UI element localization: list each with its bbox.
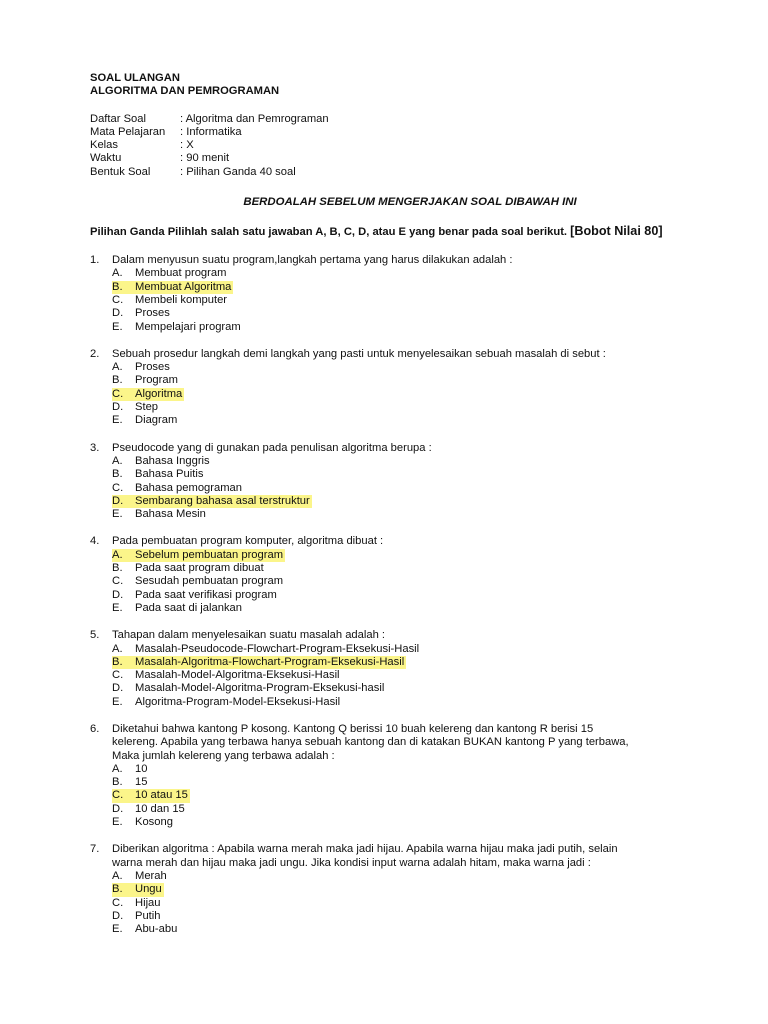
meta-row	[90, 152, 690, 165]
option-letter: D.	[112, 682, 124, 695]
option-text: Sembarang bahasa asal terstruktur	[135, 494, 310, 507]
option-body	[112, 923, 179, 936]
answer-option	[112, 508, 690, 521]
option-letter: A.	[112, 267, 123, 280]
option-text: Membuat program	[135, 267, 227, 280]
option-body	[112, 401, 160, 414]
option-letter: B.	[112, 562, 123, 575]
answer-option	[112, 923, 690, 936]
option-body	[112, 455, 212, 468]
answer-option	[112, 803, 690, 816]
option-text: Ungu	[135, 883, 162, 896]
option-text: 10 atau 15	[135, 789, 188, 802]
option-letter: A.	[112, 869, 123, 882]
answer-option	[112, 307, 690, 320]
option-body	[112, 696, 342, 709]
answer-option	[112, 401, 690, 414]
answer-option	[112, 910, 690, 923]
answer-option	[112, 763, 690, 776]
question-number: 2.	[90, 347, 100, 360]
question-stem	[90, 843, 690, 870]
meta-value: : 90 menit	[180, 152, 230, 165]
answer-options	[112, 643, 690, 709]
question-stem	[90, 254, 690, 267]
option-body	[112, 562, 266, 575]
option-body	[112, 589, 279, 602]
option-text: Masalah-Algoritma-Flowchart-Program-Eksekusi-Hasil	[135, 655, 405, 668]
option-text: Program	[135, 374, 178, 387]
option-text: Hijau	[135, 896, 161, 909]
meta-row	[90, 139, 690, 152]
meta-value: : X	[180, 139, 194, 152]
option-text: Diagram	[135, 414, 178, 427]
document-content	[90, 72, 690, 936]
option-body	[112, 267, 228, 280]
option-body	[112, 374, 180, 387]
answer-option	[112, 643, 690, 656]
question-number: 1.	[90, 254, 100, 267]
answer-options	[112, 763, 690, 829]
answer-option	[112, 321, 690, 334]
option-letter: D.	[112, 909, 124, 922]
option-letter: E.	[112, 923, 123, 936]
option-letter: B.	[112, 776, 123, 789]
option-body	[112, 321, 243, 334]
option-body	[112, 361, 172, 374]
meta-row	[90, 126, 690, 139]
option-body	[112, 549, 285, 562]
answer-option	[112, 589, 690, 602]
option-text: Bahasa pemograman	[135, 481, 242, 494]
answer-option	[112, 267, 690, 280]
meta-value: : Informatika	[180, 125, 242, 138]
question-number: 6.	[90, 722, 100, 735]
question-text: Diberikan algoritma : Apabila warna merah maka jadi hijau. Apabila warna hijau maka jadi putih, selain warna merah dan hijau maka jadi ungu. Jika kondisi input warna adalah hitam, maka warna jadi :	[112, 843, 618, 869]
option-text: Proses	[135, 307, 170, 320]
instruction-text: Pilihan Ganda Pilihlah salah satu jawaban A, B, C, D, atau E yang benar pada soal berikut.	[90, 226, 568, 239]
answer-option-highlighted	[112, 549, 690, 562]
option-text: Kosong	[135, 816, 173, 829]
question-item	[90, 629, 690, 709]
option-text: Masalah-Model-Algoritma-Program-Eksekusi-hasil	[135, 682, 385, 695]
option-letter: C.	[112, 789, 124, 802]
option-letter: A.	[112, 642, 123, 655]
question-number: 7.	[90, 843, 100, 856]
option-letter: C.	[112, 293, 124, 306]
option-body	[112, 468, 205, 481]
option-body	[112, 656, 406, 669]
score-weight: [Bobot Nilai 80]	[570, 224, 663, 239]
question-stem	[90, 723, 690, 763]
answer-option	[112, 361, 690, 374]
option-letter: D.	[112, 802, 124, 815]
answer-option-highlighted	[112, 883, 690, 896]
question-item	[90, 442, 690, 522]
option-letter: B.	[112, 655, 123, 668]
option-text: Step	[135, 401, 159, 414]
document-header	[90, 72, 690, 99]
answer-option	[112, 602, 690, 615]
option-letter: B.	[112, 883, 123, 896]
option-body	[112, 495, 312, 508]
option-body	[112, 763, 149, 776]
question-item	[90, 723, 690, 829]
option-body	[112, 682, 386, 695]
question-text: Dalam menyusun suatu program,langkah pertama yang harus dilakukan adalah :	[112, 254, 513, 267]
question-item	[90, 348, 690, 428]
answer-option	[112, 575, 690, 588]
option-body	[112, 897, 163, 910]
option-body	[112, 883, 164, 896]
question-number: 5.	[90, 629, 100, 642]
option-letter: E.	[112, 816, 123, 829]
meta-label: Bentuk Soal	[90, 165, 151, 178]
option-text: Algoritma-Program-Model-Eksekusi-Hasil	[135, 695, 341, 708]
option-body	[112, 910, 163, 923]
answer-options	[112, 549, 690, 615]
option-letter: E.	[112, 601, 123, 614]
option-letter: A.	[112, 762, 123, 775]
meta-label: Daftar Soal	[90, 112, 146, 125]
option-body	[112, 803, 187, 816]
meta-label: Kelas	[90, 139, 118, 152]
option-body	[112, 508, 208, 521]
meta-value: : Algoritma dan Pemrograman	[180, 112, 329, 125]
meta-label: Waktu	[90, 152, 122, 165]
question-number: 3.	[90, 441, 100, 454]
option-body	[112, 776, 149, 789]
question-text: Diketahui bahwa kantong P kosong. Kantong Q berissi 10 buah kelereng dan kantong R berisi 15 kelereng. Apabila yang terbawa hanya sebuah kantong dan di katakan BUKAN kantong P yang terbawa, Maka jumlah kelereng yang terbawa adalah :	[112, 722, 629, 762]
option-letter: E.	[112, 320, 123, 333]
answer-option	[112, 897, 690, 910]
option-letter: D.	[112, 307, 124, 320]
option-letter: B.	[112, 374, 123, 387]
answer-option	[112, 669, 690, 682]
option-text: Sebelum pembuatan program	[135, 548, 284, 561]
option-text: Abu-abu	[135, 923, 178, 936]
option-letter: D.	[112, 588, 124, 601]
option-body	[112, 482, 244, 495]
answer-option	[112, 776, 690, 789]
question-item	[90, 535, 690, 615]
option-body	[112, 281, 233, 294]
question-number: 4.	[90, 535, 100, 548]
option-letter: E.	[112, 508, 123, 521]
option-letter: C.	[112, 896, 124, 909]
option-body	[112, 816, 175, 829]
option-letter: D.	[112, 494, 124, 507]
answer-option	[112, 816, 690, 829]
answer-option	[112, 414, 690, 427]
answer-option	[112, 468, 690, 481]
question-stem	[90, 442, 690, 455]
question-text: Pseudocode yang di gunakan pada penulisan algoritma berupa :	[112, 441, 432, 454]
option-text: Merah	[135, 869, 167, 882]
option-text: Pada saat di jalankan	[135, 601, 242, 614]
question-stem	[90, 348, 690, 361]
question-stem	[90, 629, 690, 642]
option-body	[112, 669, 342, 682]
option-text: Masalah-Model-Algoritma-Eksekusi-Hasil	[135, 669, 340, 682]
answer-option	[112, 870, 690, 883]
question-list	[90, 254, 690, 936]
meta-value: : Pilihan Ganda 40 soal	[180, 165, 296, 178]
answer-option	[112, 696, 690, 709]
option-text: Masalah-Pseudocode-Flowchart-Program-Eksekusi-Hasil	[135, 642, 420, 655]
answer-option	[112, 294, 690, 307]
answer-options	[112, 267, 690, 333]
answer-option	[112, 682, 690, 695]
answer-option-highlighted	[112, 388, 690, 401]
option-text: Mempelajari program	[135, 320, 241, 333]
question-text: Pada pembuatan program komputer, algoritma dibuat :	[112, 535, 384, 548]
option-letter: E.	[112, 695, 123, 708]
answer-option	[112, 562, 690, 575]
answer-options	[112, 361, 690, 427]
option-text: Putih	[135, 909, 161, 922]
option-text: Sesudah pembuatan program	[135, 575, 284, 588]
answer-option-highlighted	[112, 789, 690, 802]
answer-options	[112, 870, 690, 936]
meta-table	[90, 113, 690, 179]
option-letter: B.	[112, 468, 123, 481]
option-letter: C.	[112, 481, 124, 494]
option-text: Bahasa Puitis	[135, 468, 204, 481]
instruction-line	[90, 223, 690, 240]
option-body	[112, 870, 169, 883]
option-text: Pada saat verifikasi program	[135, 588, 277, 601]
option-letter: C.	[112, 387, 124, 400]
option-body	[112, 294, 229, 307]
option-text: Bahasa Inggris	[135, 454, 210, 467]
option-text: Membeli komputer	[135, 293, 228, 306]
meta-label: Mata Pelajaran	[90, 125, 166, 138]
option-body	[112, 789, 190, 802]
option-letter: D.	[112, 401, 124, 414]
answer-options	[112, 455, 690, 521]
answer-option	[112, 374, 690, 387]
option-text: Bahasa Mesin	[135, 508, 206, 521]
question-item	[90, 254, 690, 334]
option-letter: A.	[112, 454, 123, 467]
prayer-heading: BERDOALAH SEBELUM MENGERJAKAN SOAL DIBAWAH INI	[243, 196, 577, 209]
option-body	[112, 307, 172, 320]
option-letter: C.	[112, 669, 124, 682]
option-body	[112, 643, 421, 656]
option-letter: B.	[112, 280, 123, 293]
option-body	[112, 602, 244, 615]
option-body	[112, 414, 179, 427]
meta-row	[90, 113, 690, 126]
answer-option	[112, 482, 690, 495]
option-letter: E.	[112, 414, 123, 427]
option-text: 10 dan 15	[135, 802, 185, 815]
answer-option-highlighted	[112, 656, 690, 669]
option-body	[112, 388, 184, 401]
question-text: Tahapan dalam menyelesaikan suatu masalah adalah :	[112, 629, 386, 642]
option-letter: A.	[112, 548, 123, 561]
answer-option-highlighted	[112, 495, 690, 508]
option-letter: A.	[112, 361, 123, 374]
title-line-1: SOAL ULANGAN	[90, 72, 180, 84]
option-text: Pada saat program dibuat	[135, 562, 264, 575]
question-stem	[90, 535, 690, 548]
option-body	[112, 575, 285, 588]
option-letter: C.	[112, 575, 124, 588]
meta-row	[90, 166, 690, 179]
title-line-2: ALGORITMA DAN PEMROGRAMAN	[90, 85, 280, 98]
question-text: Sebuah prosedur langkah demi langkah yang pasti untuk menyelesaikan sebuah masalah di sebut :	[112, 347, 606, 360]
option-text: 10	[135, 762, 148, 775]
option-text: Membuat Algoritma	[135, 280, 232, 293]
option-text: 15	[135, 776, 148, 789]
option-text: Proses	[135, 361, 170, 374]
answer-option	[112, 455, 690, 468]
question-item	[90, 843, 690, 936]
option-text: Algoritma	[135, 387, 183, 400]
answer-option-highlighted	[112, 281, 690, 294]
